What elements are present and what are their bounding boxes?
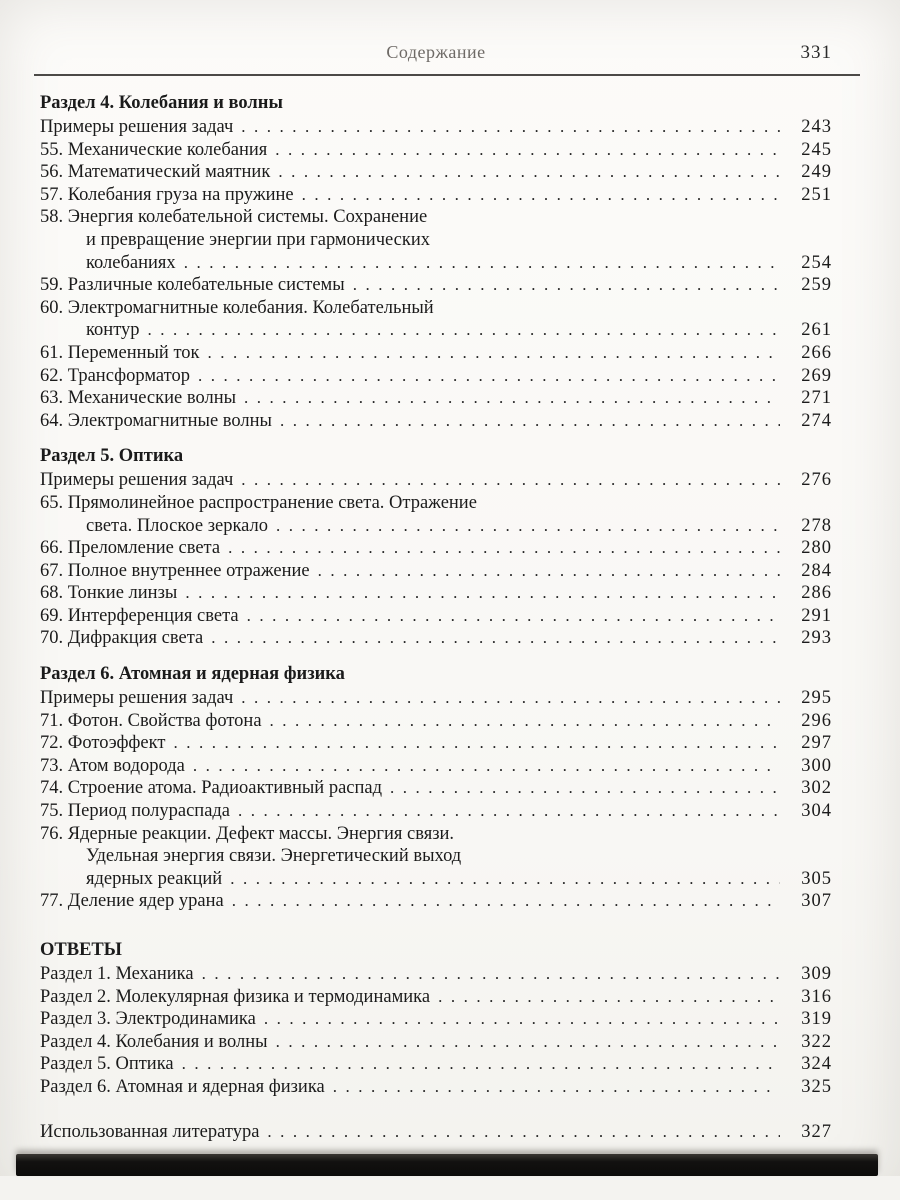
- toc-item-text: Раздел 4. Колебания и волны: [40, 1031, 268, 1052]
- dot-leader: [275, 139, 780, 162]
- toc-item-text: 69. Интерференция света: [40, 605, 239, 626]
- toc-page-number: 291: [801, 605, 832, 626]
- toc-page-number: 280: [801, 538, 832, 559]
- toc-item: [40, 1008, 832, 1031]
- dot-leader: [267, 1121, 780, 1144]
- toc-line: [40, 732, 832, 755]
- toc-page-number: 300: [801, 755, 832, 776]
- dot-leader: [318, 560, 780, 583]
- toc-line: [40, 560, 832, 583]
- toc-item-text: Примеры решения задач: [40, 688, 234, 709]
- toc-item: [40, 387, 832, 410]
- toc-page-number: 286: [801, 583, 832, 604]
- toc-item: [40, 986, 832, 1009]
- toc-item: [40, 1121, 832, 1144]
- toc-line: [40, 845, 832, 868]
- toc-item-text: Примеры решения задач: [40, 470, 234, 491]
- toc-line: [40, 823, 832, 846]
- toc-section: [40, 92, 832, 432]
- dot-leader: [232, 890, 780, 913]
- toc-line: [40, 410, 832, 433]
- dot-leader: [193, 755, 780, 778]
- toc-page-number: 274: [801, 410, 832, 431]
- toc-line: [40, 755, 832, 778]
- dot-leader: [202, 963, 780, 986]
- toc-page-number: 243: [801, 117, 832, 137]
- toc-page-number: 295: [801, 688, 832, 709]
- dot-leader: [270, 710, 780, 733]
- dot-leader: [302, 184, 780, 207]
- dot-leader: [353, 274, 780, 297]
- toc-item-text: 56. Математический маятник: [40, 162, 271, 183]
- toc-line: [40, 1053, 832, 1076]
- toc-item: [40, 139, 832, 162]
- section-heading: Раздел 6. Атомная и ядерная физика: [40, 664, 345, 685]
- dot-leader: [280, 410, 780, 433]
- toc-line: [40, 890, 832, 913]
- toc-line: [40, 206, 832, 229]
- toc-item-text: 72. Фотоэффект: [40, 733, 166, 754]
- dot-leader: [230, 868, 780, 891]
- toc-page-number: 284: [801, 560, 832, 581]
- toc-item-text: 63. Механические волны: [40, 388, 237, 409]
- toc-item: [40, 732, 832, 755]
- toc-item: [40, 755, 832, 778]
- toc-item: [40, 1053, 832, 1076]
- toc-item: [40, 963, 832, 986]
- toc-section: [40, 663, 832, 913]
- toc-item: [40, 823, 832, 891]
- toc-page-number: 319: [801, 1009, 832, 1030]
- toc-page-number: 296: [801, 710, 832, 731]
- toc-item-text: контур: [86, 320, 140, 341]
- toc-line: [40, 605, 832, 628]
- toc-item-text: 62. Трансформатор: [40, 365, 191, 386]
- toc-line: [40, 800, 832, 823]
- dot-leader: [244, 387, 780, 410]
- toc-item-text: ядерных реакций: [86, 868, 223, 889]
- toc-line: [40, 1031, 832, 1054]
- toc-page-number: 293: [801, 628, 832, 649]
- toc-page-number: 322: [801, 1031, 832, 1052]
- dot-leader: [241, 469, 780, 492]
- toc-item: [40, 627, 832, 650]
- toc-item: [40, 1076, 832, 1099]
- toc-line: [40, 687, 832, 710]
- toc-line: [40, 582, 832, 605]
- dot-leader: [208, 342, 780, 365]
- dot-leader: [276, 1031, 780, 1054]
- toc-page-number: 251: [801, 184, 832, 205]
- dot-leader: [241, 116, 780, 139]
- toc-page-number: 302: [801, 778, 832, 799]
- book-bottom-edge: [16, 1154, 878, 1176]
- toc-page-number: 278: [801, 515, 832, 536]
- toc-page-number: 305: [801, 868, 832, 889]
- toc-page-number: 259: [801, 275, 832, 296]
- toc-page-number: 309: [801, 964, 832, 984]
- toc-item-text: 71. Фотон. Свойства фотона: [40, 710, 262, 731]
- toc-section: [40, 445, 832, 650]
- toc-page-number: 297: [801, 733, 832, 754]
- toc-line: [40, 161, 832, 184]
- toc-item-text: 75. Период полураспада: [40, 801, 231, 822]
- toc-item-text: 74. Строение атома. Радиоактивный распад: [40, 778, 383, 799]
- dot-leader: [438, 986, 780, 1009]
- toc-item-text: 77. Деление ядер урана: [40, 891, 224, 912]
- toc-item-text: Удельная энергия связи. Энергетический выход: [86, 846, 462, 867]
- toc-item-text: 58. Энергия колебательной системы. Сохранение: [40, 207, 428, 228]
- toc-line: [40, 710, 832, 733]
- dot-leader: [182, 1053, 780, 1076]
- toc-item-text: 55. Механические колебания: [40, 139, 268, 160]
- toc-line: [40, 387, 832, 410]
- toc-item: [40, 560, 832, 583]
- toc-line: [40, 1121, 832, 1144]
- dot-leader: [241, 687, 780, 710]
- dot-leader: [247, 605, 780, 628]
- toc-page-number: 245: [801, 139, 832, 160]
- toc-page-number: 304: [801, 801, 832, 822]
- toc-item: [40, 410, 832, 433]
- toc-item: [40, 274, 832, 297]
- toc-page-number: 316: [801, 986, 832, 1007]
- toc-page-number: 249: [801, 162, 832, 183]
- header-title: Содержание: [386, 42, 486, 62]
- toc-item-text: Использованная литература: [40, 1121, 260, 1142]
- dot-leader: [228, 537, 780, 560]
- toc-line: [40, 537, 832, 560]
- toc-item-text: колебаниях: [86, 252, 176, 273]
- dot-leader: [184, 252, 780, 275]
- toc-item-text: 73. Атом водорода: [40, 755, 185, 776]
- toc-item-text: 65. Прямолинейное распространение света. Отражение: [40, 492, 477, 513]
- scan-background-strip: [0, 1176, 900, 1200]
- toc-item-text: Раздел 5. Оптика: [40, 1054, 174, 1075]
- toc-item: [40, 469, 832, 492]
- toc-page-number: 266: [801, 342, 832, 363]
- toc-section: [40, 1121, 832, 1144]
- toc-item: [40, 710, 832, 733]
- toc-line: [40, 627, 832, 650]
- dot-leader: [278, 161, 780, 184]
- toc-line: [40, 868, 832, 891]
- toc-item: [40, 492, 832, 537]
- toc-item-text: 76. Ядерные реакции. Дефект массы. Энергия связи.: [40, 823, 455, 844]
- toc-line: [40, 229, 832, 252]
- toc-line: [40, 252, 832, 275]
- dot-leader: [185, 582, 780, 605]
- toc-line: [40, 319, 832, 342]
- toc-item-text: 67. Полное внутреннее отражение: [40, 560, 310, 581]
- dot-leader: [173, 732, 780, 755]
- toc-line: [40, 184, 832, 207]
- toc-page-number: 325: [801, 1076, 832, 1097]
- toc-page-number: 324: [801, 1054, 832, 1075]
- toc-line: [40, 139, 832, 162]
- dot-leader: [238, 800, 780, 823]
- toc-page-number: 327: [801, 1121, 832, 1142]
- toc-page-number: 276: [801, 470, 832, 491]
- toc-line: [40, 492, 832, 515]
- toc-page-number: 271: [801, 388, 832, 409]
- dot-leader: [211, 627, 780, 650]
- toc-line: [40, 515, 832, 538]
- toc-item: [40, 297, 832, 342]
- toc-item-text: 66. Преломление света: [40, 538, 221, 559]
- section-heading: Раздел 4. Колебания и волны: [40, 93, 283, 113]
- toc-item: [40, 890, 832, 913]
- dot-leader: [333, 1076, 780, 1099]
- header-rule: [34, 74, 860, 76]
- toc-item: [40, 582, 832, 605]
- toc-item-text: Раздел 1. Механика: [40, 964, 194, 984]
- toc-item-text: 70. Дифракция света: [40, 628, 204, 649]
- toc-item: [40, 777, 832, 800]
- toc-page-number: 307: [801, 891, 832, 912]
- dot-leader: [390, 777, 780, 800]
- toc-item: [40, 342, 832, 365]
- section-heading: Раздел 5. Оптика: [40, 446, 184, 467]
- toc-item: [40, 800, 832, 823]
- toc-item-text: света. Плоское зеркало: [86, 515, 269, 536]
- toc-line: [40, 365, 832, 388]
- toc-item-text: Раздел 2. Молекулярная физика и термодинамика: [40, 986, 431, 1007]
- toc-line: [40, 116, 832, 139]
- toc-item: [40, 116, 832, 139]
- toc-item-text: Раздел 6. Атомная и ядерная физика: [40, 1076, 325, 1097]
- toc-line: [40, 274, 832, 297]
- toc-line: [40, 297, 832, 320]
- toc-section: [40, 939, 832, 1099]
- section-heading: ОТВЕТЫ: [40, 940, 122, 960]
- toc-item-text: Раздел 3. Электродинамика: [40, 1009, 256, 1030]
- toc-item: [40, 161, 832, 184]
- toc-line: [40, 469, 832, 492]
- toc-item-text: Примеры решения задач: [40, 117, 234, 137]
- toc-item-text: 57. Колебания груза на пружине: [40, 184, 294, 205]
- toc-item-text: 61. Переменный ток: [40, 342, 200, 363]
- toc-item-text: 60. Электромагнитные колебания. Колебательный: [40, 297, 434, 318]
- toc-page-number: 269: [801, 365, 832, 386]
- toc-page-number: 254: [801, 252, 832, 273]
- dot-leader: [276, 515, 780, 538]
- toc-item: [40, 365, 832, 388]
- toc-item-text: 68. Тонкие линзы: [40, 583, 178, 604]
- page-content: [40, 42, 832, 1143]
- toc-item-text: и превращение энергии при гармонических: [86, 229, 431, 250]
- toc-item: [40, 687, 832, 710]
- toc: [40, 92, 832, 1143]
- toc-item-text: 64. Электромагнитные волны: [40, 410, 272, 431]
- toc-line: [40, 1008, 832, 1031]
- toc-item: [40, 184, 832, 207]
- toc-item: [40, 605, 832, 628]
- toc-item: [40, 1031, 832, 1054]
- dot-leader: [148, 319, 780, 342]
- dot-leader: [198, 365, 780, 388]
- toc-item: [40, 206, 832, 274]
- page-header: [40, 42, 832, 68]
- dot-leader: [264, 1008, 780, 1031]
- toc-line: [40, 1076, 832, 1099]
- toc-line: [40, 342, 832, 365]
- page-number: 331: [800, 42, 832, 63]
- toc-line: [40, 963, 832, 986]
- toc-page-number: 261: [801, 320, 832, 341]
- toc-line: [40, 986, 832, 1009]
- toc-line: [40, 777, 832, 800]
- toc-item: [40, 537, 832, 560]
- toc-item-text: 59. Различные колебательные системы: [40, 275, 345, 296]
